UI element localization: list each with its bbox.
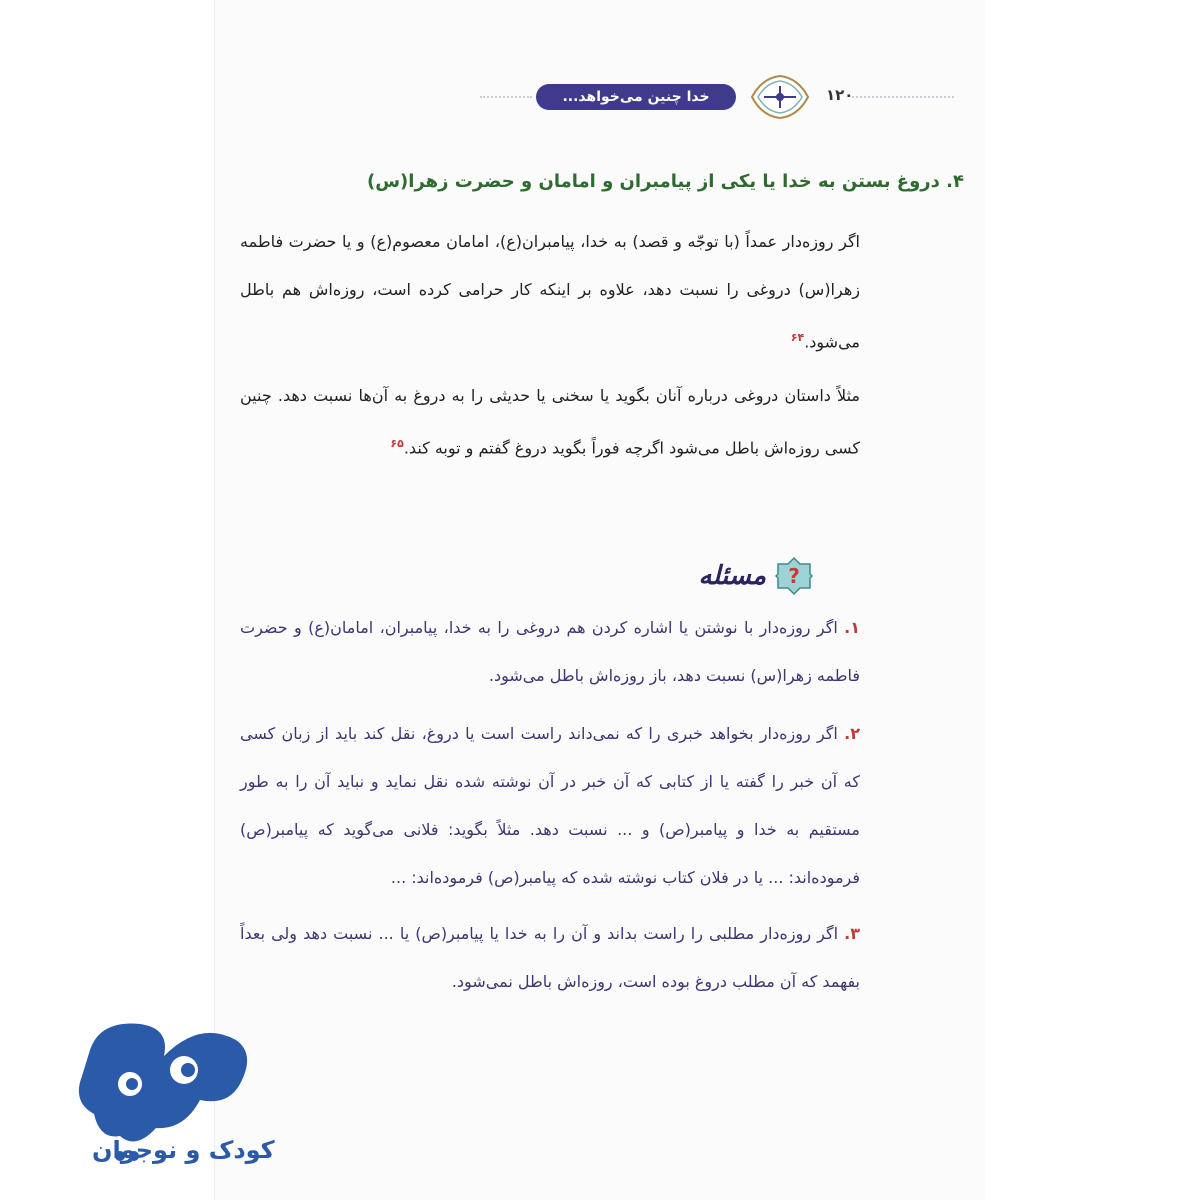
header-rule-right — [852, 96, 954, 98]
question-icon — [774, 556, 814, 596]
masale-title-text: مسئله — [698, 561, 766, 591]
running-header-title: خدا چنین می‌خواهد... — [536, 84, 736, 110]
ornament-icon — [748, 72, 812, 122]
footnote-64: ۶۴ — [790, 331, 805, 344]
item-text: اگر روزه‌دار بخواهد خبری را که نمی‌داند راست است یا دروغ، نقل کند باید از زبان کسی که آن خبر را گفته یا از کتابی که آن خبر در آن نوشته شده نقل نماید و نباید آن را به طور مستقیم به خدا و پیامبر(ص) و ... نسبت دهد. مثلاً بگوید: فلانی می‌گوید که پیامبر(ص) فرموده‌اند: ... یا در فلان کتاب نوشته شده که پیامبر(ص) فرموده‌اند: ... — [240, 724, 860, 887]
footnote-65: ۶۵ — [390, 437, 404, 450]
masale-item-1 — [240, 604, 860, 700]
item-number: ۳. — [844, 924, 860, 943]
paragraph-2 — [240, 372, 860, 472]
paragraph-1 — [240, 218, 860, 366]
section-heading: ۴. دروغ بستن به خدا یا یکی از پیامبران و امامان و حضرت زهرا(س) — [366, 171, 964, 192]
header-rule-left — [480, 96, 532, 98]
paragraph-1-text: اگر روزه‌دار عمداً (با توجّه و قصد) به خدا، پیامبران(ع)، امامان معصوم(ع) و یا حضرت فاطمه زهرا(س) دروغی را نسبت دهد، علاوه بر اینکه کار حرامی کرده است، روزه‌اش هم باطل می‌شود. — [240, 232, 860, 352]
item-number: ۱. — [844, 618, 860, 637]
masale-item-3 — [240, 910, 860, 1006]
item-number: ۲. — [844, 724, 860, 743]
item-text: اگر روزه‌دار مطلبی را راست بداند و آن را به خدا یا پیامبر(ص) یا ... نسبت دهد ولی بعداً بفهمد که آن مطلب دروغ بوده است، روزه‌اش باطل نمی‌شود. — [240, 924, 860, 991]
page-number: ۱۲۰ — [826, 86, 854, 104]
logo-latin-text: puonak — [112, 1112, 168, 1126]
svg-text:?: ? — [788, 564, 800, 588]
masale-item-2 — [240, 710, 860, 902]
logo-subtitle: کودک و نوجوان — [92, 1136, 275, 1164]
paragraph-2-text: مثلاً داستان دروغی درباره آنان بگوید یا سخنی یا حدیثی را به دروغ به آن‌ها نسبت دهد. چنین کسی روزه‌اش باطل می‌شود اگرچه فوراً بگوید دروغ گفتم و توبه کند. — [240, 386, 860, 458]
item-text: اگر روزه‌دار با نوشتن یا اشاره کردن هم دروغی را به خدا، پیامبران، امامان(ع) و حضرت فاطمه زهرا(س) نسبت دهد، باز روزه‌اش باطل می‌شود. — [240, 618, 860, 685]
masale-title — [698, 556, 814, 596]
